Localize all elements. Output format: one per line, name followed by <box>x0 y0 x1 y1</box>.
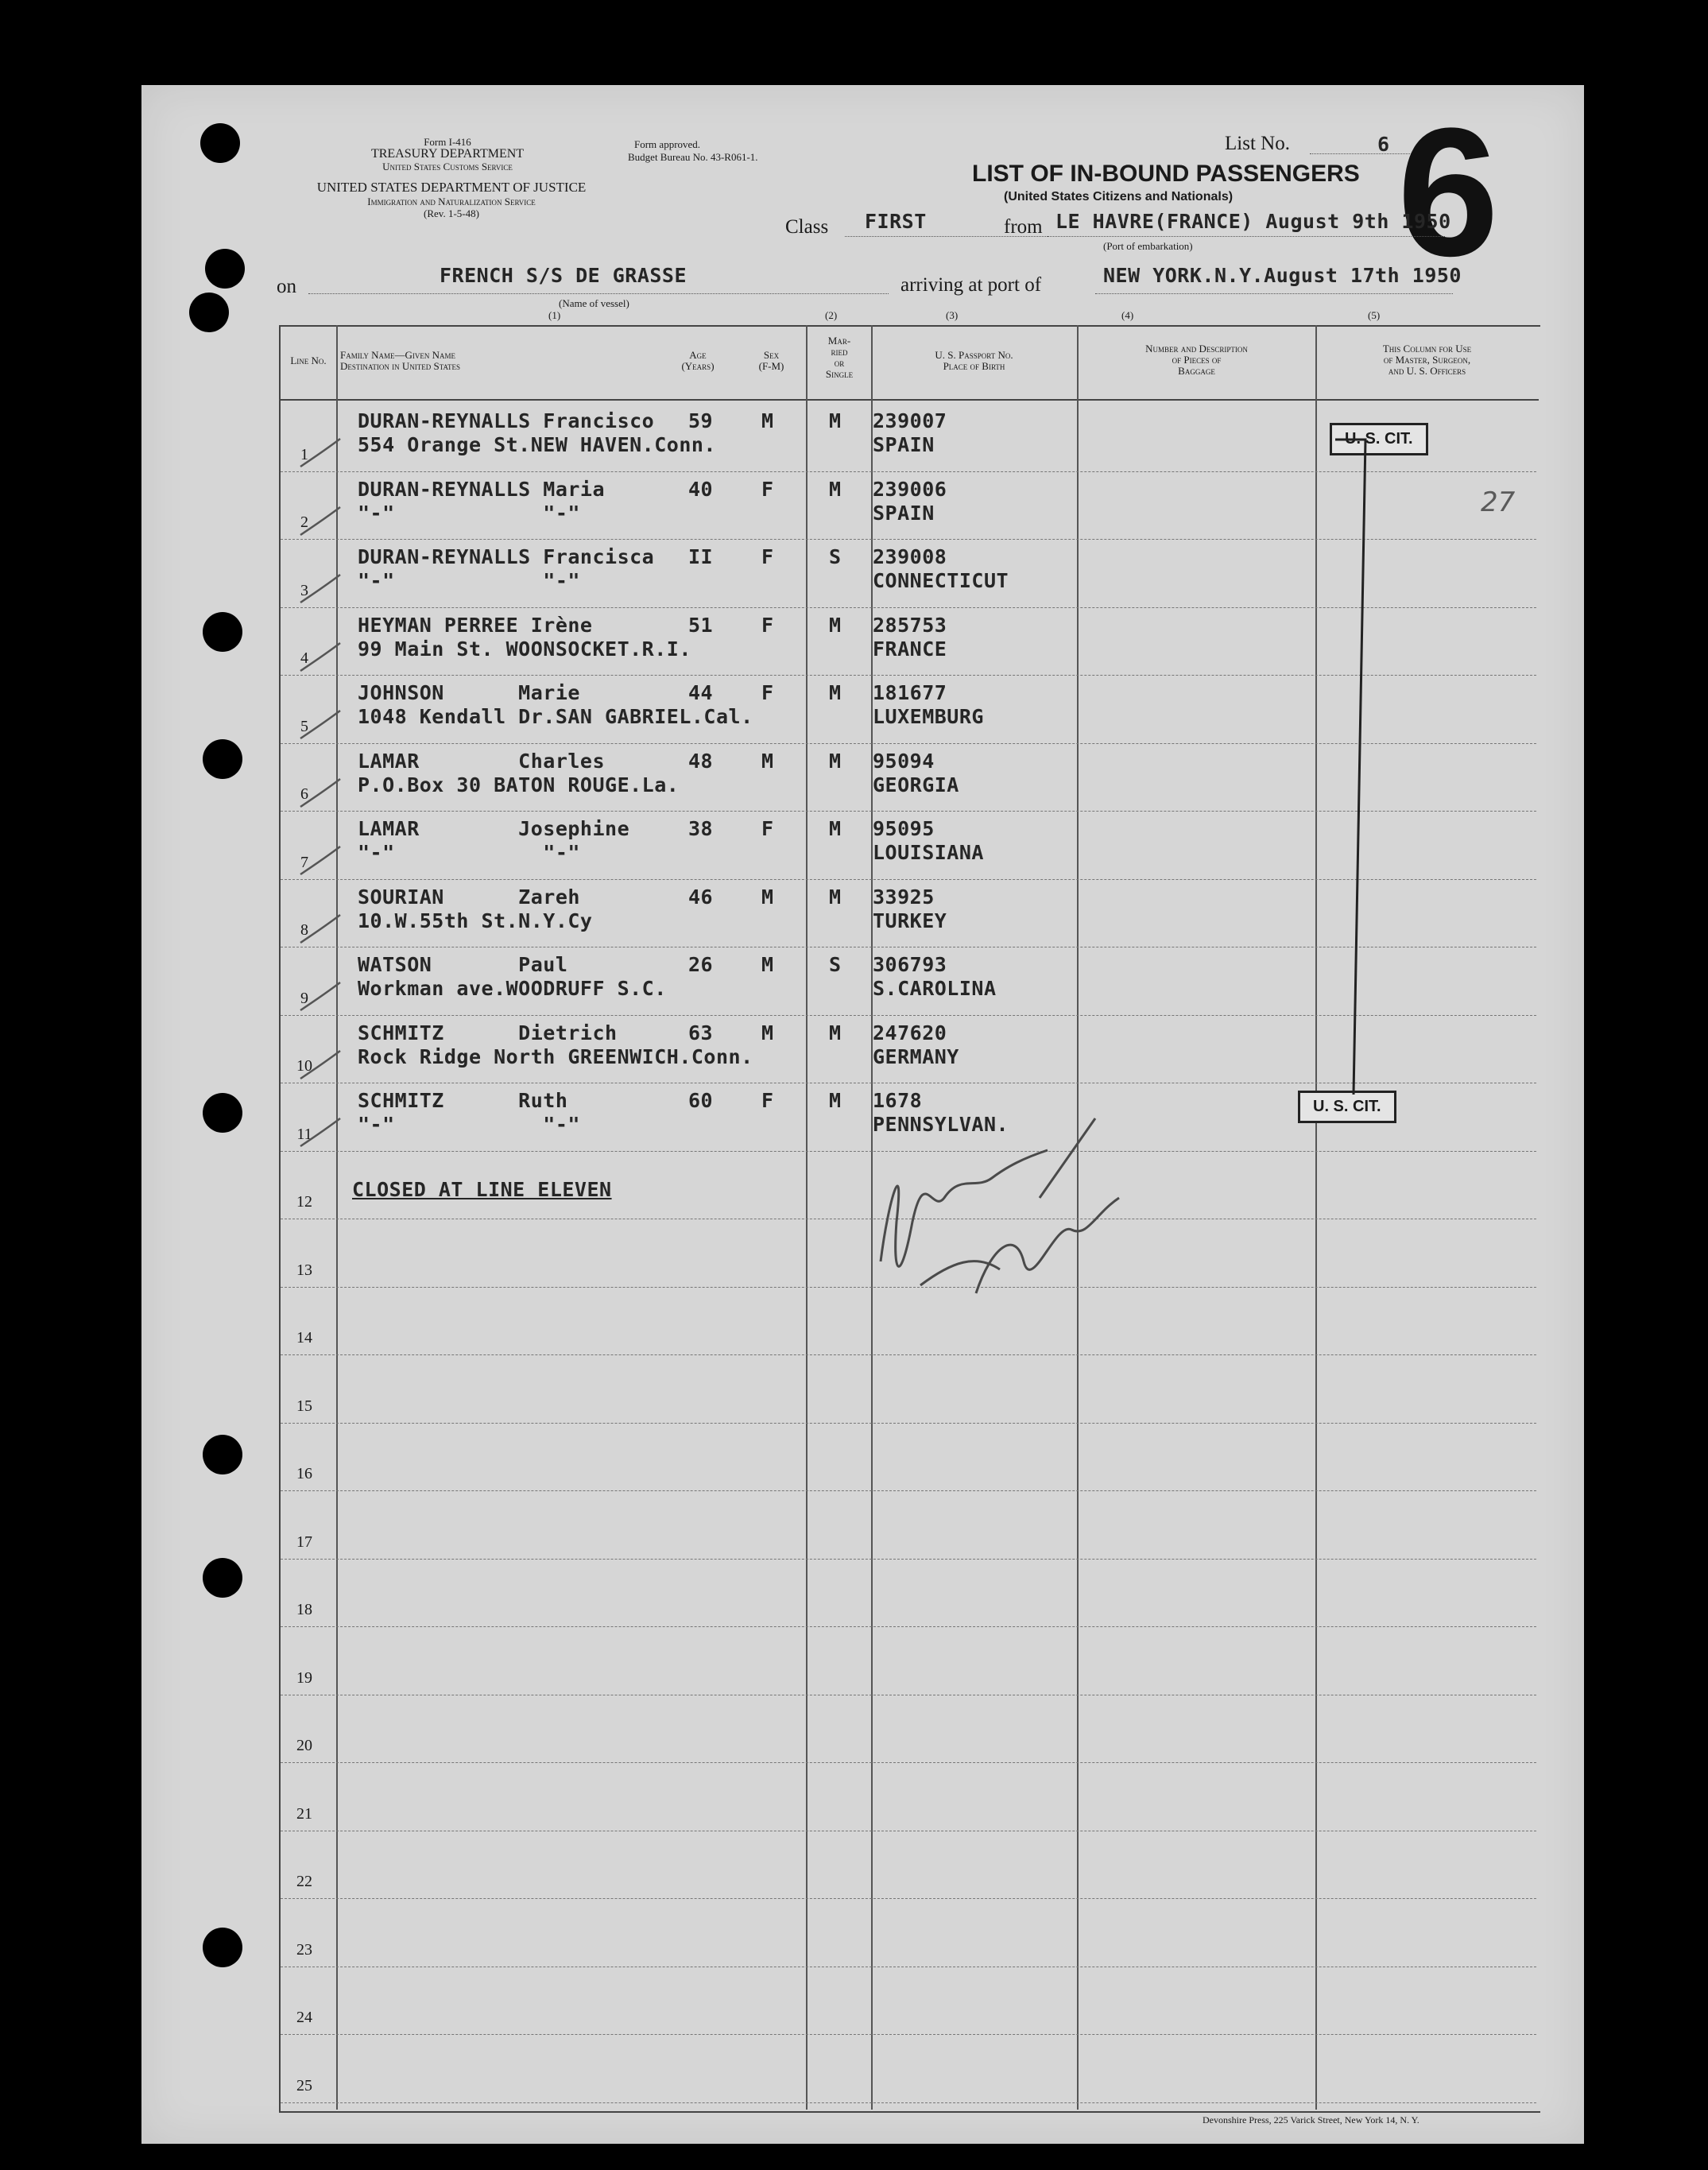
passenger-ms: M <box>829 409 842 432</box>
passenger-age: 48 <box>688 749 714 773</box>
col-header-name: Family Name—Given Name Destination in United States <box>340 349 461 372</box>
line-number: 15 <box>296 1397 312 1415</box>
arriving-value: NEW YORK.N.Y.August 17th 1950 <box>1103 264 1462 287</box>
line-number: 3 <box>300 581 308 599</box>
check-mark-icon <box>296 1114 344 1154</box>
passenger-sex: M <box>761 409 774 432</box>
citizen-bracket-line <box>1318 435 1381 1102</box>
passenger-ms: M <box>829 817 842 840</box>
passenger-passport: 285753 <box>873 613 947 637</box>
passenger-dest: Rock Ridge North GREENWICH.Conn. <box>358 1044 753 1068</box>
form-approved: Form approved. <box>634 138 701 150</box>
check-mark-icon <box>296 503 344 543</box>
row-rule <box>281 1762 1536 1763</box>
col-header-age: Age (Years) <box>681 349 715 372</box>
passenger-name: DURAN-REYNALLS Francisco <box>358 409 655 432</box>
passenger-dest: 99 Main St. WOONSOCKET.R.I. <box>358 637 691 661</box>
line-number: 19 <box>296 1668 312 1687</box>
binder-hole <box>189 293 229 332</box>
binder-hole <box>203 1558 242 1598</box>
check-mark-icon <box>296 911 344 951</box>
line-number: 20 <box>296 1737 312 1754</box>
line-number: 2 <box>300 513 308 531</box>
arriving-label: arriving at port of <box>900 274 1042 296</box>
passenger-dest: 10.W.55th St.N.Y.Cy <box>358 909 593 932</box>
passenger-dest: "-" "-" <box>358 501 580 525</box>
passenger-name: JOHNSON Marie <box>358 681 580 704</box>
check-mark-icon <box>296 775 344 815</box>
vessel-note: (Name of vessel) <box>559 297 629 309</box>
passenger-ms: M <box>829 1089 842 1112</box>
header-rule <box>279 399 1539 401</box>
customs-label: United States Customs Service <box>382 161 513 172</box>
list-no-label: List No. <box>1225 133 1290 154</box>
class-label: Class <box>785 216 829 238</box>
col-divider-name <box>806 325 808 2110</box>
check-mark-icon <box>296 435 344 475</box>
passenger-name: SCHMITZ Ruth <box>358 1089 568 1112</box>
row-rule <box>281 1898 1536 1899</box>
passenger-name: HEYMAN PERREE Irène <box>358 613 593 637</box>
passenger-passport: 239006 <box>873 477 947 501</box>
on-label: on <box>277 276 296 297</box>
passenger-passport: 239007 <box>873 409 947 432</box>
line-number: 11 <box>296 1125 312 1143</box>
passenger-sex: F <box>761 613 774 637</box>
passenger-birth: TURKEY <box>873 909 947 932</box>
passenger-name: LAMAR Charles <box>358 749 606 773</box>
col-header-passport: U. S. Passport No. Place of Birth <box>935 349 1013 372</box>
passenger-birth: LOUISIANA <box>873 841 984 864</box>
from-value: LE HAVRE(FRANCE) August 9th 1950 <box>1055 210 1451 233</box>
passenger-name: DURAN-REYNALLS Maria <box>358 477 606 501</box>
passenger-sex: F <box>761 1089 774 1112</box>
passenger-sex: F <box>761 817 774 840</box>
budget-bureau: Budget Bureau No. 43-R061-1. <box>628 151 758 163</box>
row-rule <box>281 1559 1536 1560</box>
binder-hole <box>203 1435 242 1474</box>
passenger-birth: SPAIN <box>873 433 935 456</box>
passenger-age: 59 <box>688 409 714 432</box>
line-number: 10 <box>296 1057 312 1075</box>
passenger-birth: LUXEMBURG <box>873 705 984 728</box>
passenger-name: LAMAR Josephine <box>358 817 630 840</box>
justice-label: UNITED STATES DEPARTMENT OF JUSTICE <box>316 180 587 195</box>
col-header-baggage: Number and Description of Pieces of Baggage <box>1145 343 1248 377</box>
line-number: 13 <box>296 1261 312 1279</box>
line-number: 5 <box>300 717 308 735</box>
passenger-name: WATSON Paul <box>358 953 568 976</box>
passenger-ms: M <box>829 477 842 501</box>
treasury-label: TREASURY DEPARTMENT <box>370 147 525 161</box>
passenger-birth: PENNSYLVAN. <box>873 1113 1009 1136</box>
passenger-birth: GERMANY <box>873 1044 959 1068</box>
passenger-name: SOURIAN Zareh <box>358 885 580 909</box>
passenger-age: 46 <box>688 885 714 909</box>
binder-hole <box>200 123 240 163</box>
passenger-age: 38 <box>688 817 714 840</box>
passenger-sex: M <box>761 749 774 773</box>
line-number: 12 <box>296 1193 312 1211</box>
line-number: 16 <box>296 1465 312 1482</box>
passenger-age: 60 <box>688 1089 714 1112</box>
col-num-4: (4) <box>1121 309 1134 321</box>
check-mark-icon <box>296 978 344 1018</box>
port-embarkation-note: (Port of embarkation) <box>1103 240 1193 252</box>
passenger-age: 63 <box>688 1021 714 1044</box>
col-header-married: Mar- ried or Single <box>825 335 854 380</box>
manifest-page <box>141 85 1584 2144</box>
col-num-1: (1) <box>548 309 561 321</box>
passenger-age: II <box>688 545 714 568</box>
rev-label: (Rev. 1-5-48) <box>424 207 479 219</box>
passenger-name: DURAN-REYNALLS Francisca <box>358 545 655 568</box>
vessel-value: FRENCH S/S DE GRASSE <box>440 264 687 287</box>
row-rule <box>281 1626 1536 1627</box>
line-number: 8 <box>300 921 308 939</box>
passenger-passport: 247620 <box>873 1021 947 1044</box>
us-citizen-stamp-top: U. S. CIT. <box>1330 423 1428 455</box>
passenger-age: 44 <box>688 681 714 704</box>
passenger-birth: CONNECTICUT <box>873 569 1009 592</box>
passenger-ms: M <box>829 613 842 637</box>
line-number: 1 <box>300 445 308 463</box>
list-title: LIST OF IN-BOUND PASSENGERS <box>972 161 1360 187</box>
passenger-sex: M <box>761 1021 774 1044</box>
line-number: 17 <box>296 1533 312 1551</box>
passenger-dest: Workman ave.WOODRUFF S.C. <box>358 977 667 1000</box>
us-citizen-stamp-bottom: U. S. CIT. <box>1298 1091 1396 1123</box>
from-label: from <box>1004 216 1043 238</box>
passenger-age: 40 <box>688 477 714 501</box>
line-number: 23 <box>296 1940 312 1959</box>
ins-label: Immigration and Naturalization Service <box>367 196 536 207</box>
list-subtitle: (United States Citizens and Nationals) <box>1004 190 1234 203</box>
officer-signature <box>857 1102 1175 1357</box>
closed-note: CLOSED AT LINE ELEVEN <box>352 1178 612 1201</box>
passenger-passport: 239008 <box>873 545 947 568</box>
line-number: 9 <box>300 989 308 1007</box>
row-rule <box>281 2102 1536 2103</box>
printer-credit: Devonshire Press, 225 Varick Street, New York 14, N. Y. <box>1203 2114 1419 2125</box>
passenger-age: 51 <box>688 613 714 637</box>
passenger-ms: S <box>829 953 842 976</box>
col-header-sex: Sex (F-M) <box>758 349 784 372</box>
passenger-ms: M <box>829 885 842 909</box>
passenger-passport: 33925 <box>873 885 935 909</box>
col-header-line-no: Line No. <box>290 355 327 366</box>
passenger-sex: F <box>761 477 774 501</box>
passenger-ms: M <box>829 749 842 773</box>
line-number: 24 <box>296 2009 312 2026</box>
line-number: 18 <box>296 1601 312 1618</box>
row-rule <box>281 2034 1536 2035</box>
line-number: 7 <box>300 853 308 871</box>
passenger-name: SCHMITZ Dietrich <box>358 1021 618 1044</box>
passenger-passport: 95095 <box>873 817 935 840</box>
big-list-number: 6 <box>1397 90 1499 294</box>
check-mark-icon <box>296 639 344 679</box>
col-header-officers: This Column for Use of Master, Surgeon, and U. S. Officers <box>1382 343 1472 377</box>
line-number: 4 <box>300 649 308 667</box>
passenger-age: 26 <box>688 953 714 976</box>
passenger-ms: M <box>829 1021 842 1044</box>
row-rule <box>281 1490 1536 1491</box>
passenger-dest: P.O.Box 30 BATON ROUGE.La. <box>358 773 680 796</box>
passenger-passport: 1678 <box>873 1089 923 1112</box>
passenger-dest: 554 Orange St.NEW HAVEN.Conn. <box>358 433 716 456</box>
check-mark-icon <box>296 571 344 610</box>
arriving-line <box>1095 293 1453 294</box>
pencil-note: 27 <box>1481 486 1516 518</box>
passenger-ms: M <box>829 681 842 704</box>
passenger-passport: 95094 <box>873 749 935 773</box>
passenger-sex: M <box>761 953 774 976</box>
row-rule <box>281 1423 1536 1424</box>
binder-hole <box>205 249 245 289</box>
line-number: 22 <box>296 1873 312 1890</box>
form-number: Form I-416 <box>424 136 471 148</box>
passenger-passport: 181677 <box>873 681 947 704</box>
binder-hole <box>203 1928 242 1967</box>
line-number: 14 <box>296 1329 312 1347</box>
passenger-sex: F <box>761 545 774 568</box>
binder-hole <box>203 612 242 652</box>
passenger-passport: 306793 <box>873 953 947 976</box>
check-mark-icon <box>296 843 344 882</box>
passenger-birth: FRANCE <box>873 637 947 661</box>
from-line <box>1048 236 1445 237</box>
check-mark-icon <box>296 1047 344 1087</box>
list-no-value: 6 <box>1377 133 1390 156</box>
passenger-sex: M <box>761 885 774 909</box>
passenger-birth: S.CAROLINA <box>873 977 997 1000</box>
line-number: 6 <box>300 785 308 803</box>
vessel-line <box>308 293 889 294</box>
passenger-dest: 1048 Kendall Dr.SAN GABRIEL.Cal. <box>358 705 753 728</box>
passenger-ms: S <box>829 545 842 568</box>
col-divider-baggage <box>1315 325 1317 2110</box>
col-num-5: (5) <box>1368 309 1381 321</box>
binder-hole <box>203 1093 242 1133</box>
binder-hole <box>203 739 242 779</box>
line-number: 25 <box>296 2076 312 2094</box>
passenger-sex: F <box>761 681 774 704</box>
col-num-2: (2) <box>825 309 838 321</box>
passenger-birth: SPAIN <box>873 501 935 525</box>
col-num-3: (3) <box>946 309 959 321</box>
check-mark-icon <box>296 707 344 746</box>
class-value: FIRST <box>865 210 927 233</box>
passenger-dest: "-" "-" <box>358 841 580 864</box>
passenger-dest: "-" "-" <box>358 1113 580 1136</box>
passenger-birth: GEORGIA <box>873 773 959 796</box>
passenger-dest: "-" "-" <box>358 569 580 592</box>
line-number: 21 <box>296 1804 312 1823</box>
